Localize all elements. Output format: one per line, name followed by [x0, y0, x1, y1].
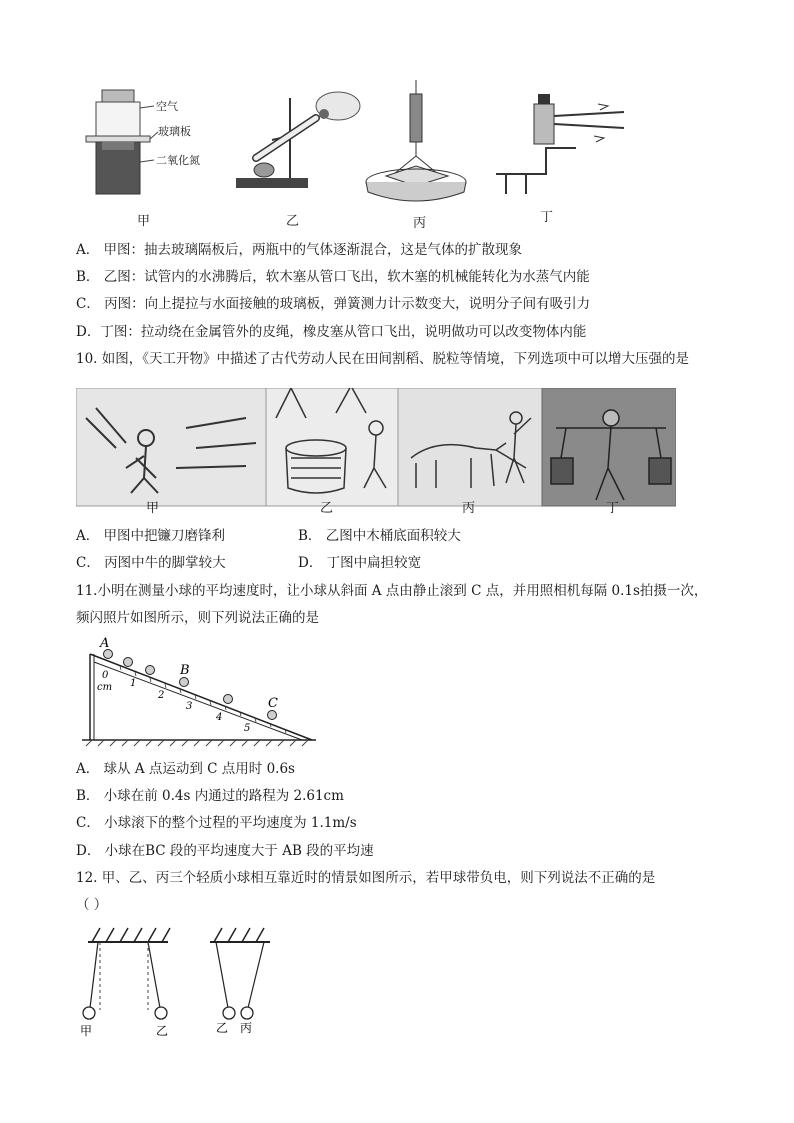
q10-option-d: D． 丁图中扁担较宽 — [298, 555, 422, 571]
q10-options-row2 — [76, 554, 422, 572]
q11-option-b: B． 小球在前 0.4s 内通过的路程为 2.61cm — [76, 788, 344, 804]
q11-incline-figure — [80, 636, 320, 748]
q9-option-c: C． 丙图：向上提拉与水面接触的玻璃板，弹簧测力计示数变大，说明分子间有吸引力 — [76, 296, 591, 312]
q11-label-a: A — [100, 636, 110, 651]
q11-tick-3: 3 — [186, 701, 193, 712]
q11-tick-4: 4 — [216, 712, 223, 723]
q11-tick-0: 0 — [102, 670, 109, 681]
q9-option-b: B． 乙图：试管内的水沸腾后，软木塞从管口飞出，软木塞的机械能转化为水蒸气内能 — [76, 269, 590, 285]
q12-label-yi: 乙 — [156, 1024, 169, 1038]
jia-no2-label: 二氧化氮 — [156, 154, 200, 167]
q11-option-c: C． 小球滚下的整个过程的平均速度为 1.1m/s — [76, 815, 357, 831]
q9-option-a: A． 甲图：抽去玻璃隔板后，两瓶中的气体逐渐混合，这是气体的扩散现象 — [76, 242, 523, 258]
q11-unit-cm: cm — [97, 682, 113, 693]
q9-fig-bing — [366, 80, 466, 201]
q10-stem: 10. 如图，《天工开物》中描述了古代劳动人民在田间割稻、脱粒等情境，下列选项中可以增大压强的是 — [76, 351, 690, 367]
q11-tick-5: 5 — [244, 723, 251, 734]
q12-answer-parens: （ ） — [76, 897, 108, 913]
q9-option-d: D．丁图：拉动绕在金属管外的皮绳，橡皮塞从管口飞出，说明做功可以改变物体内能 — [76, 324, 587, 340]
q11-label-b: B — [180, 663, 190, 678]
q9-cap-jia: 甲 — [137, 214, 151, 229]
q11-option-d: D． 小球在BC 段的平均速度大于 AB 段的平均速 — [76, 843, 374, 859]
q12-label-jia: 甲 — [80, 1024, 93, 1038]
q10-figures — [76, 388, 676, 516]
q9-figures — [76, 78, 656, 233]
q9-cap-ding: 丁 — [540, 210, 554, 225]
q10-cap-jia: 甲 — [146, 501, 160, 516]
q11-stem-line2: 频闪照片如图所示，则下列说法正确的是 — [76, 610, 319, 626]
q11-stem-line1: 11.小明在测量小球的平均速度时，让小球从斜面 A 点由静止滚到 C 点，并用照相机每隔 0.1s拍摄一次， — [76, 583, 708, 599]
q10-option-b: B． 乙图中木桶底面积较大 — [298, 528, 461, 544]
q10-cap-yi: 乙 — [320, 501, 334, 516]
q10-cap-ding: 丁 — [606, 501, 620, 516]
q9-fig-yi — [236, 92, 360, 188]
q10-cap-bing: 丙 — [462, 501, 476, 516]
q9-fig-ding — [496, 94, 624, 194]
q10-options-row1 — [76, 527, 461, 545]
jia-air-label: 空气 — [156, 100, 178, 113]
q10-option-a: A． 甲图中把镰刀磨锋利 — [76, 528, 226, 544]
q12-label-yi-right: 乙 — [216, 1021, 229, 1035]
q9-fig-jia — [86, 90, 158, 194]
q11-option-a: A． 球从 A 点运动到 C 点用时 0.6s — [76, 761, 295, 777]
q11-tick-1: 1 — [130, 678, 137, 689]
q12-balls-figure — [76, 922, 296, 1042]
jia-glass-label: 玻璃板 — [158, 125, 191, 138]
q12-label-bing: 丙 — [240, 1021, 253, 1035]
q9-cap-bing: 丙 — [413, 216, 427, 231]
q11-tick-2: 2 — [158, 690, 165, 701]
q9-cap-yi: 乙 — [286, 214, 300, 229]
q11-label-c: C — [268, 696, 278, 711]
q10-option-c: C． 丙图中牛的脚掌较大 — [76, 555, 226, 571]
q12-stem: 12. 甲、乙、丙三个轻质小球相互靠近时的情景如图所示，若甲球带负电，则下列说法不正确的是 — [76, 870, 656, 886]
